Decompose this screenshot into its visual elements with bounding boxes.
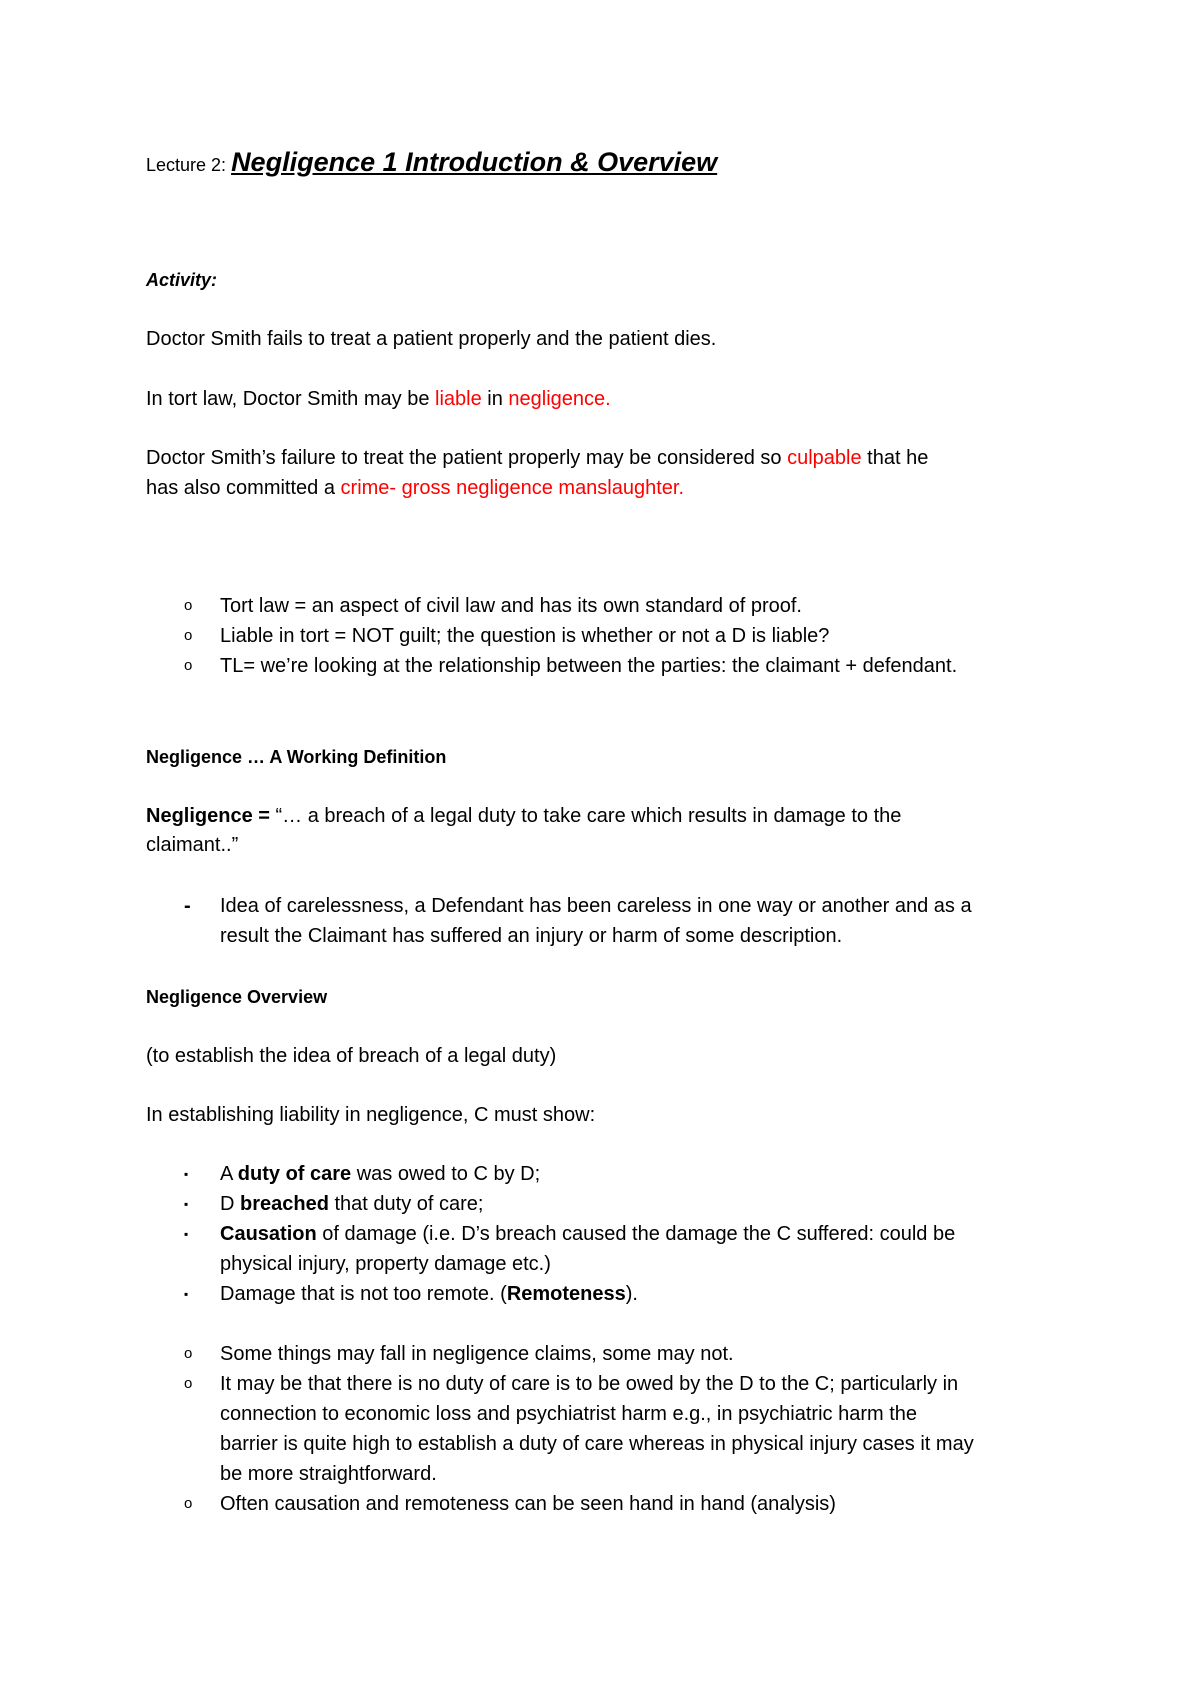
list-item-continuation: be more straightforward. — [220, 1463, 437, 1485]
activity-paragraph-3-line-2: has also committed a crime- gross negligence manslaughter. — [146, 477, 685, 499]
list-item: o TL= we’re looking at the relationship between the parties: the claimant + defendant. — [146, 652, 1086, 680]
list-item: o Some things may fall in negligence claims, some may not. — [146, 1340, 1086, 1368]
list-item-continuation: barrier is quite high to establish a duty of care whereas in physical injury cases it may — [220, 1433, 974, 1455]
list-item: o Often causation and remoteness can be seen hand in hand (analysis) — [146, 1490, 1086, 1518]
circle-bullet-icon: o — [184, 1345, 193, 1362]
circle-bullet-icon: o — [184, 1495, 193, 1512]
list-item: - Idea of carelessness, a Defendant has been careless in one way or another and as a — [146, 892, 1086, 920]
square-bullet-icon: ▪ — [184, 1197, 189, 1211]
list-item: ▪ Causation of damage (i.e. D’s breach caused the damage the C suffered: could be — [146, 1220, 1086, 1248]
lecture-title: Negligence 1 Introduction & Overview — [231, 147, 718, 177]
list-item-continuation: physical injury, property damage etc.) — [220, 1253, 551, 1275]
square-bullet-icon: ▪ — [184, 1167, 189, 1181]
definition-line-1: Negligence = “… a breach of a legal duty to take care which results in damage to the — [146, 805, 902, 827]
overview-subtitle: (to establish the idea of breach of a legal duty) — [146, 1045, 557, 1067]
list-item-continuation: connection to economic loss and psychiatrist harm e.g., in psychiatric harm the — [220, 1403, 917, 1425]
highlight-culpable: culpable — [787, 447, 862, 469]
square-bullet-icon: ▪ — [184, 1227, 189, 1241]
circle-bullet-icon: o — [184, 1375, 193, 1392]
list-item: ▪ Damage that is not too remote. (Remoteness). — [146, 1280, 1086, 1308]
list-item: o Liable in tort = NOT guilt; the question is whether or not a D is liable? — [146, 622, 1086, 650]
lecture-title-line — [146, 148, 717, 179]
highlight-crime: crime- gross negligence manslaughter. — [340, 477, 685, 499]
list-item: o It may be that there is no duty of care is to be owed by the D to the C; particularly in — [146, 1370, 1086, 1398]
definition-label: Negligence = — [146, 805, 276, 827]
circle-bullet-icon: o — [184, 627, 193, 644]
circle-bullet-icon: o — [184, 657, 193, 674]
definition-heading: Negligence … A Working Definition — [146, 747, 447, 767]
lecture-prefix: Lecture 2: — [146, 155, 232, 175]
list-item: o Tort law = an aspect of civil law and has its own standard of proof. — [146, 592, 1086, 620]
highlight-liable: liable — [435, 388, 482, 410]
activity-paragraph-2: In tort law, Doctor Smith may be liable in negligence. — [146, 388, 611, 410]
circle-bullet-icon: o — [184, 597, 193, 614]
activity-heading: Activity: — [146, 270, 218, 290]
list-item: ▪ A duty of care was owed to C by D; — [146, 1160, 1086, 1188]
document-page — [146, 0, 1086, 1698]
list-item: ▪ D breached that duty of care; — [146, 1190, 1086, 1218]
activity-paragraph-1: Doctor Smith fails to treat a patient properly and the patient dies. — [146, 328, 717, 350]
overview-intro: In establishing liability in negligence, C must show: — [146, 1104, 596, 1126]
overview-heading: Negligence Overview — [146, 987, 328, 1007]
definition-line-2: claimant..” — [146, 834, 239, 856]
square-bullet-icon: ▪ — [184, 1287, 189, 1301]
list-item-continuation: result the Claimant has suffered an injury or harm of some description. — [220, 925, 843, 947]
activity-paragraph-3-line-1: Doctor Smith’s failure to treat the patient properly may be considered so culpable that he — [146, 447, 929, 469]
dash-bullet-icon: - — [184, 895, 191, 917]
highlight-negligence: negligence. — [508, 388, 611, 410]
